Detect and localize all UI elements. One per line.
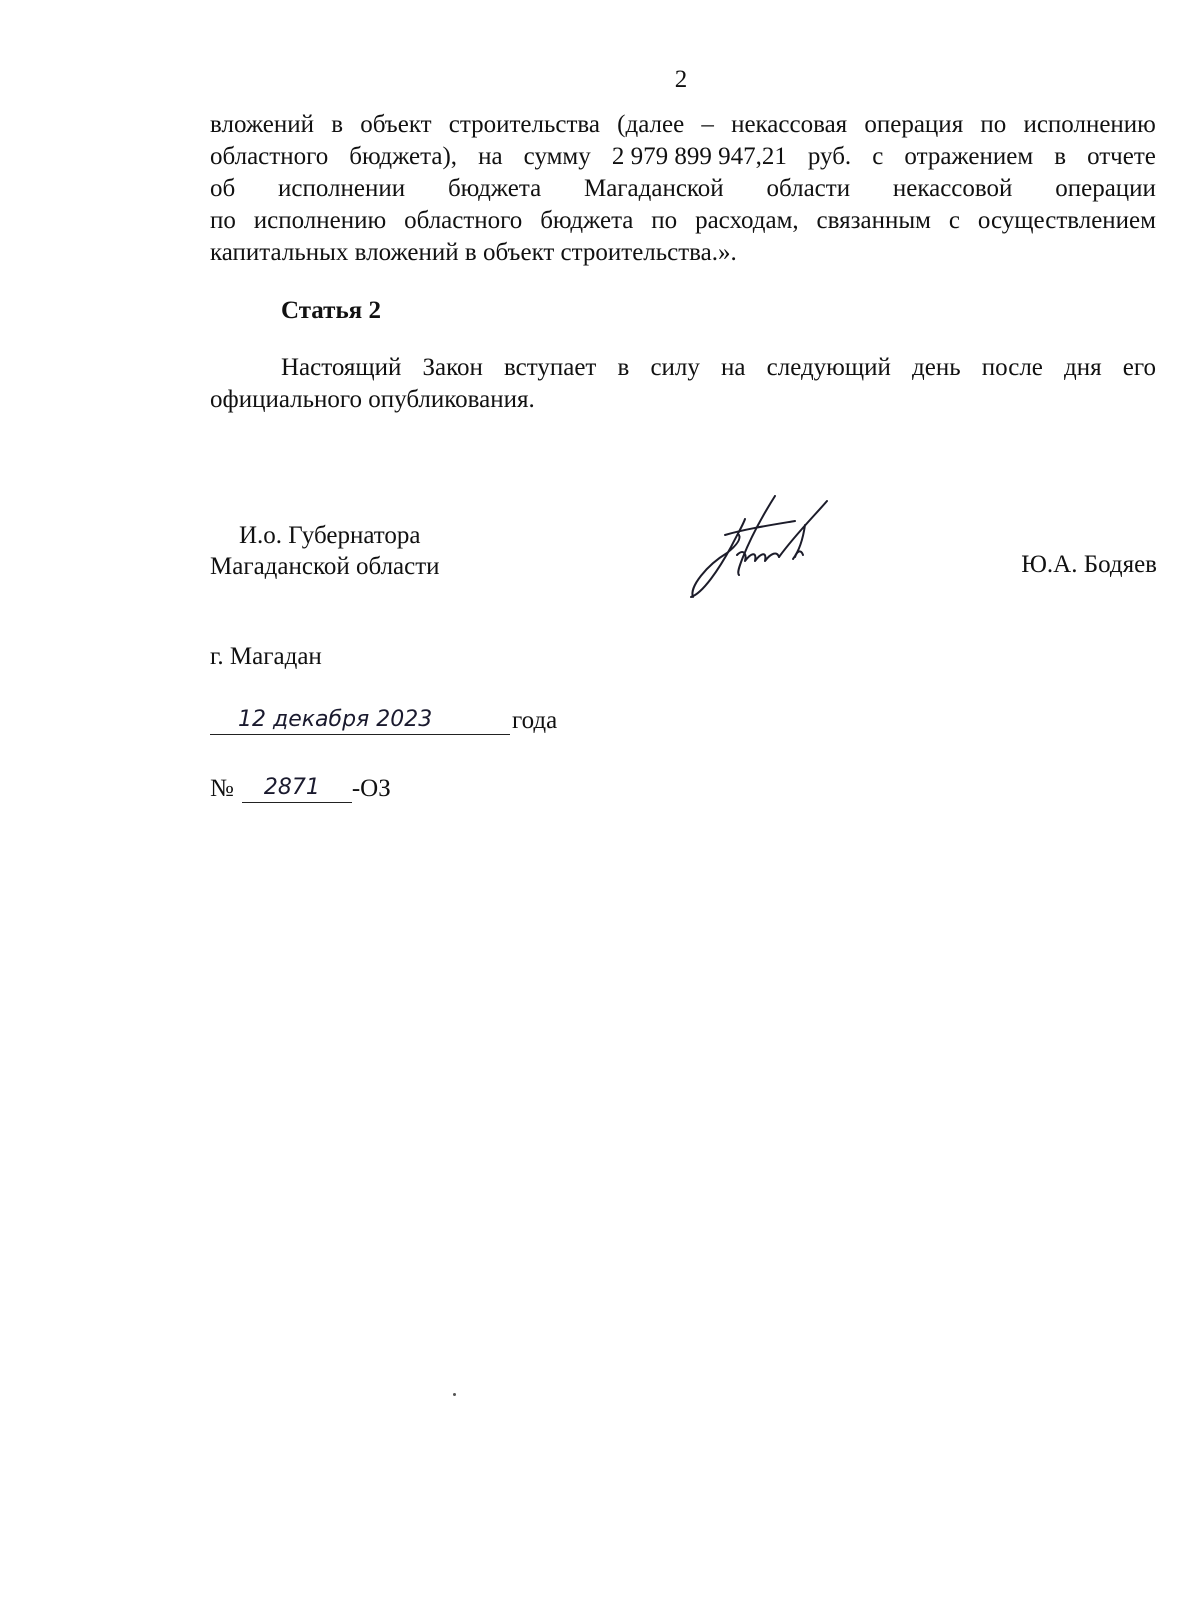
word: по xyxy=(210,207,236,234)
word: по xyxy=(651,207,678,234)
signatory-title xyxy=(210,520,440,582)
word: на xyxy=(478,143,503,170)
signatory-name: Ю.А. Бодяев xyxy=(1021,551,1157,578)
word: об xyxy=(210,175,236,202)
city: г. Магадан xyxy=(210,643,322,670)
body-line-1 xyxy=(210,110,1156,140)
body-line-3 xyxy=(210,174,1156,204)
word: связанным xyxy=(816,207,931,234)
handwritten-date: 12 декабря 2023 xyxy=(238,707,433,732)
word: руб. xyxy=(807,143,852,170)
word: бюджета), xyxy=(349,143,458,170)
word: бюджета xyxy=(447,175,542,202)
word: на xyxy=(721,354,746,381)
word: области xyxy=(766,175,851,202)
word: областного xyxy=(210,143,329,170)
number-field xyxy=(242,768,352,803)
body-line-2 xyxy=(210,142,1156,172)
word: вложений xyxy=(210,111,315,138)
word: его xyxy=(1122,354,1156,381)
number-prefix: № xyxy=(210,775,234,802)
word: в xyxy=(617,354,630,381)
word: день xyxy=(912,354,961,381)
scan-speck xyxy=(453,1393,456,1396)
date-field xyxy=(210,700,510,735)
date-suffix: года xyxy=(512,707,558,734)
article-line-2: официального опубликования. xyxy=(210,386,535,413)
word: исполнению xyxy=(253,207,387,234)
word: строительства xyxy=(448,111,600,138)
word: сумму xyxy=(523,143,591,170)
signatory-title-line-2: Магаданской области xyxy=(210,553,440,580)
word: некассовой xyxy=(892,175,1013,202)
word: с xyxy=(872,143,884,170)
word: Магаданской xyxy=(583,175,724,202)
word: операции xyxy=(1055,175,1156,202)
word: операция xyxy=(864,111,964,138)
word: силу xyxy=(650,354,700,381)
handwritten-number: 2871 xyxy=(263,775,320,800)
body-line-4 xyxy=(210,206,1156,236)
page-number: 2 xyxy=(674,66,688,93)
word: дня xyxy=(1064,354,1102,381)
word: исполнению xyxy=(1023,111,1156,138)
word: 2 979 899 947,21 xyxy=(611,143,787,170)
word: бюджета xyxy=(540,207,634,234)
word: отчете xyxy=(1087,143,1156,170)
word: областного xyxy=(404,207,523,234)
word: вступает xyxy=(504,354,597,381)
word: в xyxy=(1054,143,1067,170)
word: – xyxy=(701,111,714,138)
signatory-title-line-1: И.о. Губернатора xyxy=(239,522,421,549)
handwritten-signature xyxy=(685,495,855,625)
word: объект xyxy=(360,111,432,138)
word: осуществлением xyxy=(977,207,1156,234)
word: расходам, xyxy=(695,207,799,234)
word: после xyxy=(981,354,1043,381)
date-row xyxy=(210,700,557,735)
word: следующий xyxy=(766,354,891,381)
word: некассовая xyxy=(731,111,848,138)
word: в xyxy=(331,111,344,138)
body-line-5: капитальных вложений в объект строительства.». xyxy=(210,239,737,266)
word: Закон xyxy=(422,354,483,381)
word: отражением xyxy=(904,143,1034,170)
word: (далее xyxy=(617,111,685,138)
number-suffix: -ОЗ xyxy=(351,775,391,802)
word: исполнении xyxy=(278,175,406,202)
number-row xyxy=(210,768,391,803)
word: с xyxy=(948,207,960,234)
word: по xyxy=(980,111,1007,138)
word: Настоящий xyxy=(281,354,402,381)
article-heading: Статья 2 xyxy=(281,297,381,324)
article-line-1 xyxy=(281,353,1156,383)
